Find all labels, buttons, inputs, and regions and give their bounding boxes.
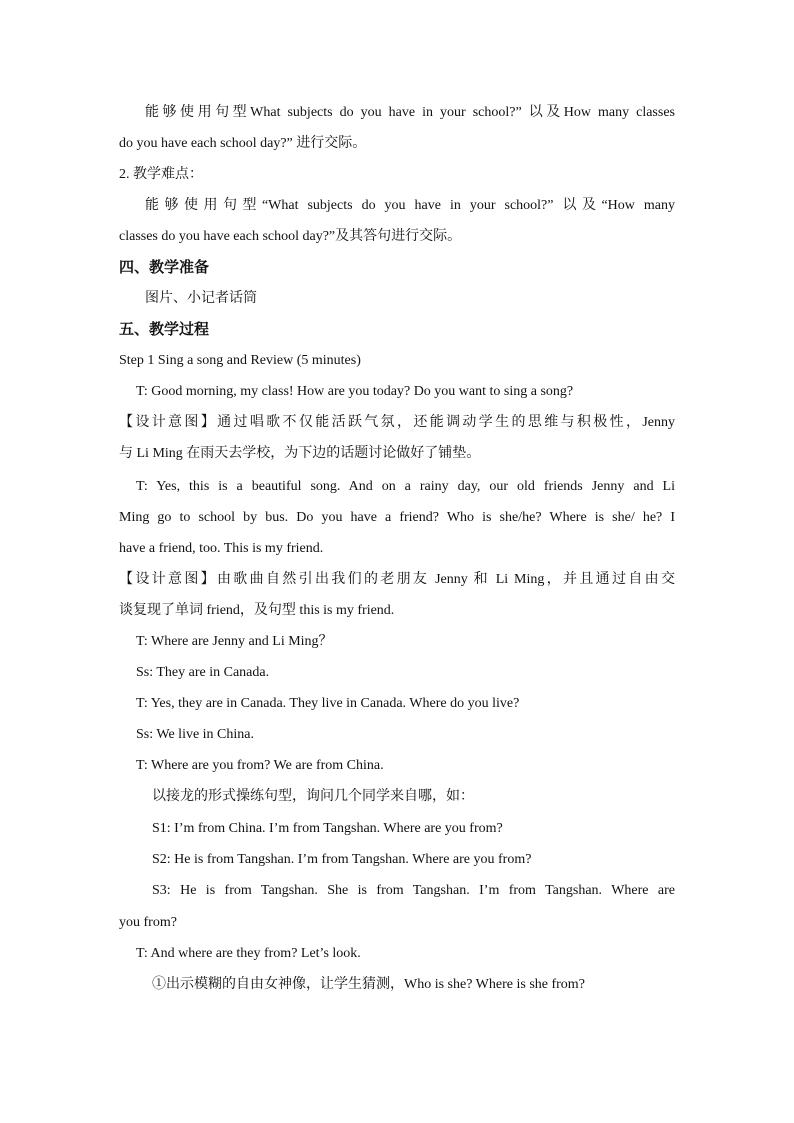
paragraph-line: 能够使用句型What subjects do you have in your school?” 以及How many classes — [145, 105, 675, 120]
paragraph-line: 图片、小记者话筒 — [145, 291, 257, 306]
dialogue-line: T: Yes, this is a beautiful song. And on a rainy day, our old friends Jenny and Li — [136, 479, 675, 494]
dialogue-line: T: Where are Jenny and Li Ming？ — [136, 634, 333, 649]
dialogue-line: Ss: They are in Canada. — [136, 665, 270, 680]
dialogue-line: T: Good morning, my class! How are you today? Do you want to sing a song? — [136, 384, 574, 399]
paragraph-line: classes do you have each school day?”及其答句进行交际。 — [119, 229, 462, 244]
dialogue-line: T: Yes, they are in Canada. They live in Canada. Where do you live? — [136, 696, 520, 711]
section-heading: 五、教学过程 — [119, 322, 210, 338]
dialogue-line: S1: I’m from China. I’m from Tangshan. Where are you from? — [152, 821, 503, 836]
dialogue-line: S2: He is from Tangshan. I’m from Tangshan. Where are you from? — [152, 852, 532, 867]
section-heading: 四、教学准备 — [119, 260, 210, 276]
dialogue-line: Ming go to school by bus. Do you have a friend? Who is she/he? Where is she/ he? I — [119, 510, 675, 525]
dialogue-line: S3: He is from Tangshan. She is from Tangshan. I’m from Tangshan. Where are — [152, 883, 675, 898]
design-note-line: 与 Li Ming 在雨天去学校，为下边的话题讨论做好了铺垫。 — [119, 446, 481, 461]
step-heading: Step 1 Sing a song and Review (5 minutes) — [119, 353, 361, 368]
design-note-line: 【设计意图】通过唱歌不仅能活跃气氛，还能调动学生的思维与积极性，Jenny — [119, 415, 675, 430]
instruction-line: ①出示模糊的自由女神像，让学生猜测，Who is she? Where is she from? — [152, 977, 585, 992]
dialogue-line: T: Where are you from? We are from China. — [136, 758, 384, 773]
dialogue-line: Ss: We live in China. — [136, 727, 255, 742]
instruction-line: 以接龙的形式操练句型，询问几个同学来自哪，如： — [152, 789, 474, 804]
paragraph-line: 能够使用句型“What subjects do you have in your school?” 以及“How many — [145, 198, 675, 213]
dialogue-line: have a friend, too. This is my friend. — [119, 541, 324, 556]
list-item-heading: 2. 教学难点： — [119, 167, 203, 182]
design-note-line: 【设计意图】由歌曲自然引出我们的老朋友 Jenny 和 Li Ming，并且通过自由交 — [119, 572, 675, 587]
design-note-line: 谈复现了单词 friend，及句型 this is my friend. — [119, 603, 395, 618]
paragraph-line: do you have each school day?” 进行交际。 — [119, 136, 367, 151]
dialogue-line: you from? — [119, 915, 177, 930]
dialogue-line: T: And where are they from? Let’s look. — [136, 946, 361, 961]
